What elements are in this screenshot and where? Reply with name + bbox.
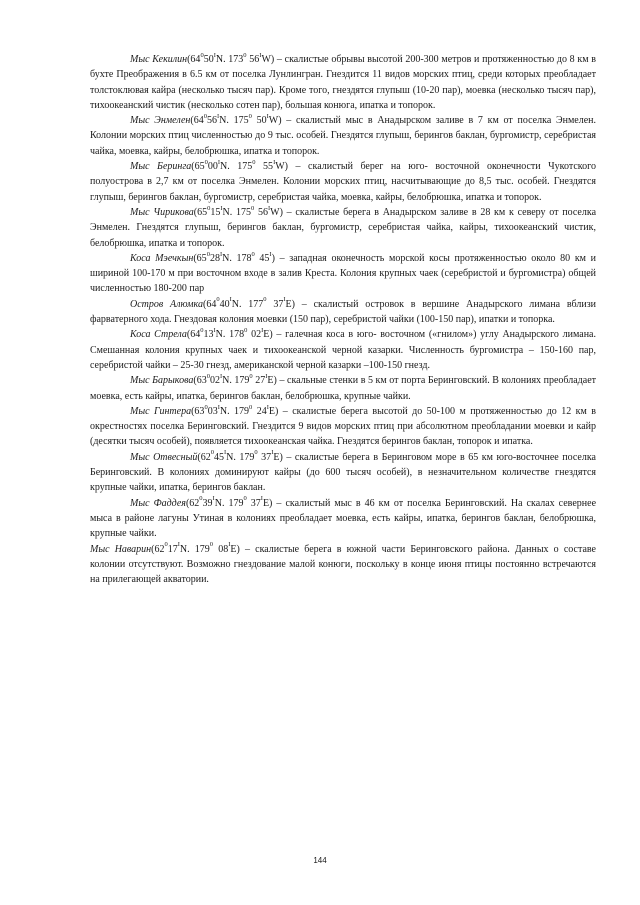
coordinate-superscript: 0 [207, 204, 211, 212]
coordinate-text: (62 [185, 497, 200, 509]
coordinate-text: 55 [255, 161, 274, 173]
coordinate-text: W) [275, 161, 289, 173]
entry-description: – скальные стенки в 5 км от порта Беринговский. В колониях преобладает моевка, есть кайры, ипатка, берингов баклан, белобрюшка, крупные чайки. [90, 375, 597, 402]
coordinates [193, 250, 275, 264]
coordinate-text: 02 [209, 375, 220, 387]
entry-description: – скалистые берега в южной части Беринговского района. Данных о составе колонии отсутствуют. Возможно гнездование малой конюги, поскольку в конце июня птицы постоянно встречаются на прилегающей акватории. [90, 543, 596, 586]
coordinate-superscript: 0 [199, 495, 203, 503]
coordinate-superscript: I [212, 495, 215, 503]
entry-description: – скалистый мыс в Анадырском заливе в 7 км от поселка Энмелен. Колонии морских птиц численностью до 9 тыс. особей. Гнездятся глупыш, берингов баклан, бургомистр, серебристая чайка, моевка, кайры, белобрюшка, ипатка и топорок. [90, 115, 596, 157]
coordinate-superscript: 0 [204, 403, 208, 411]
coordinate-superscript: I [283, 296, 286, 304]
place-name: Мыс Гинтера [130, 405, 192, 417]
paragraph-entry [90, 496, 596, 542]
coordinate-superscript: I [216, 112, 220, 120]
coordinates [151, 541, 240, 555]
coordinate-superscript: I [223, 449, 227, 457]
coordinates [190, 112, 282, 127]
coordinate-superscript: I [219, 372, 223, 380]
coordinate-text: E) [273, 451, 283, 463]
coordinate-text: 40 [219, 298, 230, 310]
coordinate-superscript: 0 [204, 158, 208, 166]
coordinate-text: 37 [257, 451, 272, 463]
coordinate-superscript: 0 [249, 372, 253, 380]
coordinate-text: E) [262, 497, 273, 509]
coordinate-text: 13 [203, 329, 214, 341]
page-number: 144 [313, 856, 327, 865]
coordinate-text: N. 179 [214, 497, 244, 509]
coordinate-text: E) [267, 375, 277, 387]
place-name: Коса Стрела [130, 329, 187, 341]
paragraph-entry [90, 373, 596, 404]
coordinate-text: W) [270, 206, 283, 218]
coordinate-text: 24 [252, 405, 267, 417]
paragraph-entry [90, 542, 596, 588]
coordinates [193, 204, 283, 218]
coordinate-text: N. 175 [222, 206, 251, 218]
coordinate-superscript: 0 [216, 296, 220, 304]
coordinate-text: 03 [207, 405, 218, 417]
coordinate-superscript: 0 [249, 403, 253, 411]
coordinates [202, 296, 295, 310]
place-name: Мыс Энмелен [130, 115, 191, 127]
coordinate-superscript: 0 [248, 112, 252, 120]
coordinate-superscript: 0 [263, 296, 267, 304]
coordinate-text: 37 [266, 298, 284, 310]
coordinate-superscript: I [260, 495, 263, 503]
coordinate-text: 00 [207, 161, 218, 173]
coordinate-text: W) [261, 54, 275, 65]
entry-description: – скалистый мыс в 46 км от поселка Беринговский. На скалах севернее мыса в районе лагуны Утиная в колониях преобладает моевка, есть кайры, ипатка, берингов баклан, белобрюшка, крупные чайки. [90, 497, 597, 540]
coordinate-superscript: I [266, 112, 269, 120]
coordinate-superscript: 0 [203, 112, 207, 120]
place-name: Мыс Отвесный [130, 451, 198, 463]
coordinate-text: 02 [247, 329, 262, 341]
place-name: Мыс Фаддея [130, 497, 186, 509]
coordinate-text: ) [271, 252, 275, 264]
place-name: Остров Алюмка [130, 298, 203, 310]
place-name: Коса Мэечкын [130, 252, 194, 264]
coordinate-text: N. 179 [226, 451, 255, 463]
coordinate-text: E) [268, 405, 279, 417]
coordinate-text: 15 [210, 206, 221, 218]
coordinate-superscript: I [259, 51, 262, 59]
coordinate-text: (65 [193, 206, 208, 218]
coordinates [191, 158, 289, 173]
coordinate-text: 56 [254, 206, 268, 218]
entry-description: – скалистый островок в вершине Анадырского лимана вблизи фарватерного хода. Гнездовая колония моевки (150 пар), серебристой чайки (100-150 пар), ипатки и топорка. [90, 298, 597, 326]
coordinate-superscript: 0 [244, 327, 248, 335]
coordinate-text: N. 179 [179, 543, 210, 555]
coordinate-superscript: I [267, 204, 271, 212]
place-name: Мыс Чирикова [130, 206, 194, 218]
coordinate-superscript: 0 [210, 449, 214, 457]
coordinate-text: 50 [203, 54, 214, 65]
coordinate-text: E) [263, 329, 273, 341]
coordinate-text: (65 [193, 252, 207, 264]
coordinate-superscript: 0 [206, 250, 210, 258]
paragraph-entry [90, 113, 596, 159]
place-name: Мыс Барыкова [130, 375, 194, 387]
coordinate-superscript: 0 [252, 158, 256, 166]
coordinate-superscript: I [177, 541, 180, 549]
coordinate-superscript: I [229, 296, 232, 304]
coordinate-text: 50 [251, 115, 267, 127]
coordinate-superscript: I [273, 158, 276, 166]
coordinate-text: (64 [190, 115, 204, 127]
coordinate-text: 37 [246, 497, 261, 509]
coordinate-superscript: 0 [200, 51, 204, 59]
coordinate-text: N. 179 [219, 405, 250, 417]
place-name: Мыс Беринга [130, 161, 192, 173]
coordinate-superscript: 0 [250, 204, 255, 212]
coordinate-superscript: I [219, 250, 223, 258]
coordinate-superscript: I [228, 541, 231, 549]
coordinate-text: N. 173 [215, 54, 244, 65]
paragraph-entry [90, 450, 596, 496]
coordinate-text: 28 [209, 252, 220, 264]
coordinate-text: N. 177 [231, 298, 264, 310]
coordinate-superscript: 0 [164, 541, 168, 549]
coordinate-text: N. 178 [215, 329, 245, 341]
coordinate-superscript: I [271, 449, 274, 457]
coordinates [185, 495, 273, 509]
paragraph-entry [90, 251, 596, 297]
coordinate-superscript: 0 [243, 51, 247, 59]
coordinate-text: 08 [213, 543, 229, 555]
entry-description: – скалистый берег на юго- восточной оконечности Чукотского полуострова в 2,7 км от поселка Энмелен. Колонии морских птиц, насчитывающие до 8,5 тыс. особей. Гнездятся глупыш, берингов баклан, бургомистр, серебристая чайка, моевка, кайры, белобрюшка, ипатка и топорок. [90, 161, 597, 203]
coordinate-text: (64 [202, 298, 217, 310]
coordinate-text: 27 [252, 375, 266, 387]
coordinate-text: (62 [151, 543, 165, 555]
coordinate-superscript: 0 [206, 372, 210, 380]
coordinate-superscript: 0 [254, 449, 258, 457]
coordinates [193, 372, 277, 387]
coordinate-superscript: I [266, 403, 269, 411]
coordinate-superscript: 0 [243, 495, 247, 503]
coordinate-text: E) [230, 543, 240, 555]
coordinate-text: N. 175 [220, 161, 253, 173]
entry-description: – скалистые берега в Беринговом море в 65 км юго-восточнее поселка Беринговский. В колониях доминируют кайры (до 600 тысяч особей), в незначительном количестве гнездятся крупные чайки, ипатка, берингов баклан. [90, 451, 596, 494]
coordinates [187, 329, 273, 340]
coordinate-superscript: I [213, 327, 216, 335]
entry-description: – скалистые обрывы высотой 200-300 метров и протяженностью до 8 км в бухте Преображения в 6.5 км от поселка Лунлингран. Гнездится 11 видов морских птиц, среди которых преобладает толстоклювая кайра (несколько тысяч пар). Кроме того, гнездятся глупыш (10-20 пар), моевка (несколько тысяч пар), тихоокеанский чистик (несколько сотен пар), большая конюга, ипатка и топорок. [90, 54, 597, 111]
coordinate-superscript: 0 [200, 327, 204, 335]
coordinate-text: (64 [186, 329, 201, 341]
coordinate-superscript: I [265, 372, 268, 380]
document-body [90, 52, 596, 587]
entry-description: – скалистые берега высотой до 50-100 м протяженностью до 12 км в окрестностях поселка Беринговский. Гнездится 9 видов морских птиц при абсолютном преобладании моевки и кайр (десятки тысяч особей), появляется тихоокеанская чайка. Гнездятся берингов баклан, топорок и ипатка. [90, 405, 596, 448]
coordinate-superscript: I [217, 158, 221, 166]
coordinate-text: E) [285, 298, 295, 310]
coordinate-text: N. 175 [219, 115, 249, 127]
coordinates [191, 403, 279, 417]
coordinate-superscript: 0 [209, 541, 214, 549]
coordinate-superscript: I [213, 51, 216, 59]
coordinate-text: W) [268, 115, 282, 127]
paragraph-entry [90, 297, 596, 328]
entry-description: – галечная коса в юго- восточном («гнилом») углу Анадырского лимана. Смешанная колония крупных чаек и тихоокеанской черной казарки. Численность бургомистра – 150-160 пар, серебристой чайки – 25-30 гнезд, американской черной казарки –100-150 гнезд. [90, 329, 596, 371]
place-name: Мыс Кекилин [130, 54, 188, 65]
coordinate-text: 56 [206, 115, 217, 127]
entry-description: – западная оконечность морской косы протяженностью около 80 км и шириной 100-170 м при восточном входе в залив Креста. Колония крупных чаек (серебристой и бургомистра) общей численностью 180-200 пар [90, 252, 597, 295]
coordinate-text: (62 [197, 451, 211, 463]
coordinate-text: (64 [187, 54, 201, 65]
place-name: Мыс Наварин [90, 543, 152, 555]
coordinate-text: 17 [167, 543, 178, 555]
paragraph-entry [90, 159, 596, 205]
coordinate-text: 45 [213, 451, 224, 463]
paragraph-entry [90, 404, 596, 450]
entry-description: – скалистые берега в Анадырском заливе в 28 км к северу от поселка Энмелен. Гнездятся глупыш, берингов баклан, бургомистр, серебристая чайка, кайры, тихоокеанский чистик, белобрюшка, ипатка и топорок. [90, 206, 597, 249]
coordinate-text: N. 179 [222, 375, 250, 387]
coordinate-text: (63 [191, 405, 205, 417]
coordinate-superscript: I [220, 204, 223, 212]
coordinate-superscript: I [261, 327, 264, 335]
coordinates [187, 51, 275, 65]
coordinate-text: 39 [202, 497, 213, 509]
coordinate-text: (65 [191, 161, 205, 173]
coordinate-superscript: 0 [251, 250, 255, 258]
paragraph-entry [90, 205, 596, 251]
coordinate-superscript: I [269, 250, 272, 258]
coordinate-text: 56 [246, 54, 260, 65]
coordinate-text: N. 178 [222, 252, 252, 264]
coordinate-text: (63 [193, 375, 207, 387]
paragraph-entry [90, 52, 596, 113]
coordinate-superscript: I [217, 403, 220, 411]
paragraph-entry [90, 327, 596, 373]
coordinate-text: 45 [254, 252, 270, 264]
coordinates [197, 449, 283, 463]
